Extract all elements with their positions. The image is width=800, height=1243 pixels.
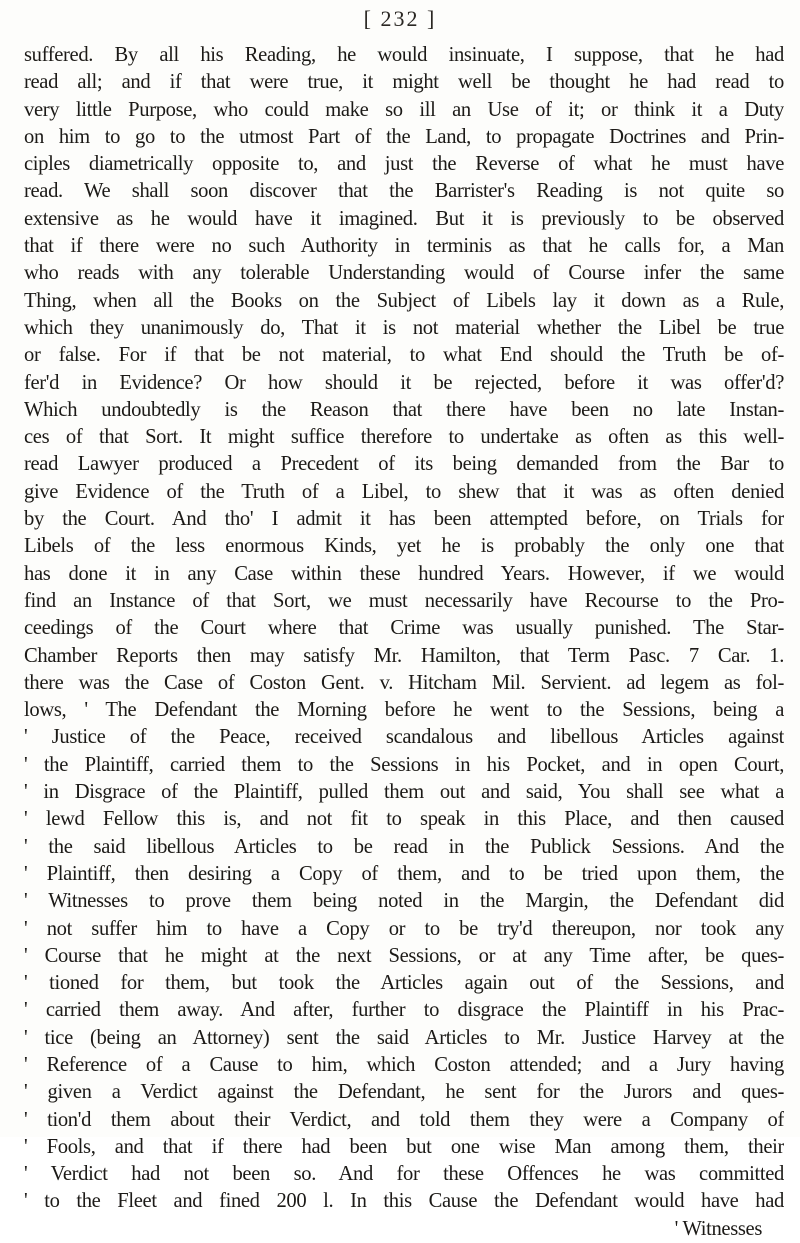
text-line: ' Witnesses bbox=[674, 1217, 762, 1240]
text-line: ' to the Fleet and fined 200 l. In this Cause the Defendant would have had bbox=[24, 1190, 784, 1213]
text-line: ' Course that he might at the next Sessions, or at any Time after, be ques- bbox=[24, 944, 784, 967]
text-line: find an Instance of that Sort, we must necessarily have Recourse to the Pro- bbox=[24, 589, 784, 612]
text-line: ' Plaintiff, then desiring a Copy of them, and to be tried upon them, the bbox=[24, 862, 784, 885]
text-line: ' tion'd them about their Verdict, and told them they were a Company of bbox=[24, 1108, 784, 1131]
text-line: ' Justice of the Peace, received scandalous and libellous Articles against bbox=[24, 726, 784, 749]
text-line: Thing, when all the Books on the Subject of Libels lay it down as a Rule, bbox=[24, 289, 784, 312]
text-line: extensive as he would have it imagined. But it is previously to be observed bbox=[24, 207, 784, 230]
text-line: ceedings of the Court where that Crime was usually punished. The Star- bbox=[24, 617, 784, 640]
text-line: ' Verdict had not been so. And for these Offences he was committed bbox=[24, 1163, 784, 1186]
text-line: ' Witnesses to prove them being noted in the Margin, the Defendant did bbox=[24, 890, 784, 913]
text-line: ' Reference of a Cause to him, which Coston attended; and a Jury having bbox=[24, 1053, 784, 1076]
text-line: ces of that Sort. It might suffice therefore to undertake as often as this well- bbox=[24, 426, 784, 449]
text-line: Chamber Reports then may satisfy Mr. Hamilton, that Term Pasc. 7 Car. 1. bbox=[24, 644, 784, 667]
text-line: suffered. By all his Reading, he would insinuate, I suppose, that he had bbox=[24, 44, 784, 66]
body-text bbox=[24, 42, 784, 1243]
text-line: ' lewd Fellow this is, and not fit to speak in this Place, and then caused bbox=[24, 808, 784, 831]
text-line: read. We shall soon discover that the Barrister's Reading is not quite so bbox=[24, 180, 784, 203]
text-line: very little Purpose, who could make so ill an Use of it; or think it a Duty bbox=[24, 98, 784, 121]
text-line: ' the Plaintiff, carried them to the Sessions in his Pocket, and in open Court, bbox=[24, 753, 784, 776]
text-line: ' in Disgrace of the Plaintiff, pulled them out and said, You shall see what a bbox=[24, 781, 784, 804]
text-line: lows, ' The Defendant the Morning before he went to the Sessions, being a bbox=[24, 699, 784, 722]
text-line: give Evidence of the Truth of a Libel, to shew that it was as often denied bbox=[24, 480, 784, 503]
text-line: on him to go to the utmost Part of the Land, to propagate Doctrines and Prin- bbox=[24, 125, 784, 148]
text-line: ' not suffer him to have a Copy or to be try'd thereupon, nor took any bbox=[24, 917, 784, 940]
text-line: ' tice (being an Attorney) sent the said Articles to Mr. Justice Harvey at the bbox=[24, 1026, 784, 1049]
text-line: has done it in any Case within these hundred Years. However, if we would bbox=[24, 562, 784, 585]
text-line: fer'd in Evidence? Or how should it be rejected, before it was offer'd? bbox=[24, 371, 784, 394]
text-line: who reads with any tolerable Understanding would of Course infer the same bbox=[24, 262, 784, 285]
text-line: ' Fools, and that if there had been but one wise Man among them, their bbox=[24, 1135, 784, 1158]
text-line: ' given a Verdict against the Defendant, he sent for the Jurors and ques- bbox=[24, 1081, 784, 1104]
text-line: that if there were no such Authority in terminis as that he calls for, a Man bbox=[24, 235, 784, 258]
text-line: read Lawyer produced a Precedent of its being demanded from the Bar to bbox=[24, 453, 784, 476]
text-line: ciples diametrically opposite to, and just the Reverse of what he must have bbox=[24, 153, 784, 176]
text-line: which they unanimously do, That it is not material whether the Libel be true bbox=[24, 316, 784, 339]
page-number: [ 232 ] bbox=[363, 6, 437, 31]
text-line: Libels of the less enormous Kinds, yet he is probably the only one that bbox=[24, 535, 784, 558]
text-line: read all; and if that were true, it might well be thought he had read to bbox=[24, 71, 784, 94]
text-line: Which undoubtedly is the Reason that there have been no late Instan- bbox=[24, 398, 784, 421]
text-line: or false. For if that be not material, to what End should the Truth be of- bbox=[24, 344, 784, 367]
text-line: ' the said libellous Articles to be read in the Publick Sessions. And the bbox=[24, 835, 784, 858]
text-line: ' tioned for them, but took the Articles again out of the Sessions, and bbox=[24, 972, 784, 995]
text-line: by the Court. And tho' I admit it has been attempted before, on Trials for bbox=[24, 508, 784, 531]
text-line: there was the Case of Coston Gent. v. Hitcham Mil. Servient. ad legem as fol- bbox=[24, 671, 784, 694]
text-line: ' carried them away. And after, further to disgrace the Plaintiff in his Prac- bbox=[24, 999, 784, 1022]
